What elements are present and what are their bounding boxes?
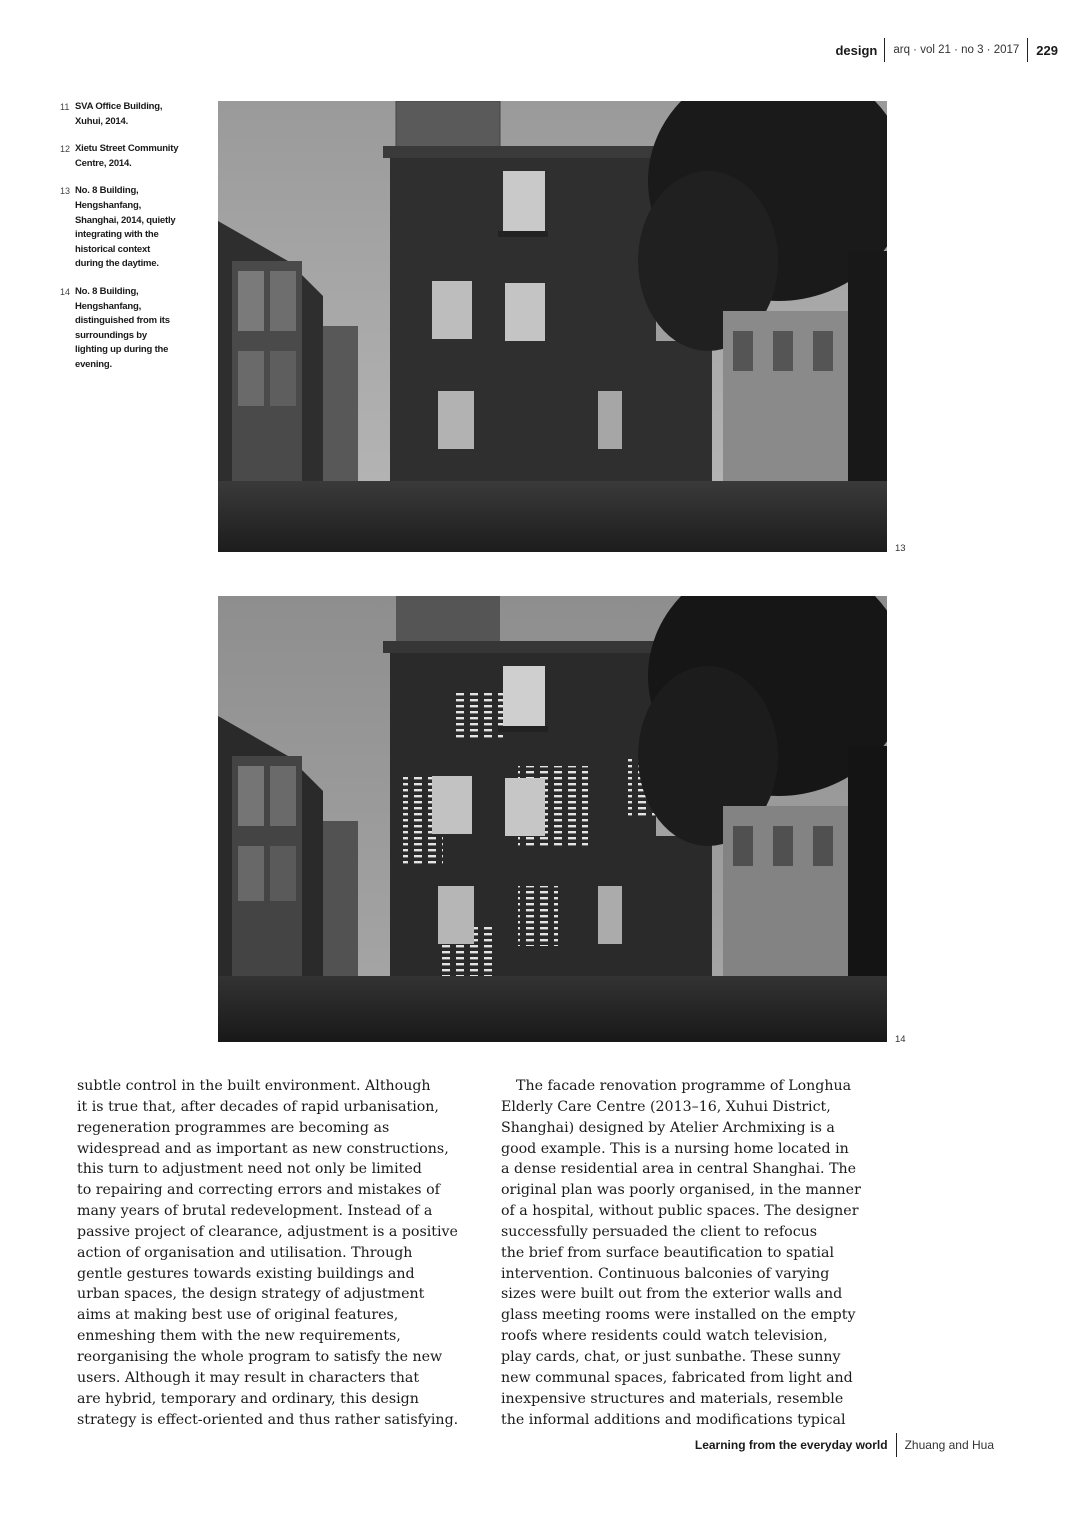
building-evening-illustration bbox=[218, 596, 887, 1042]
text-line: good example. This is a nursing home located in bbox=[501, 1140, 849, 1157]
body-column-left bbox=[77, 1076, 469, 1430]
caption-text: Xietu Street Community Centre, 2014. bbox=[75, 143, 179, 169]
text-line: it is true that, after decades of rapid urbanisation, bbox=[77, 1098, 439, 1115]
text-line: gentle gestures towards existing buildings and bbox=[77, 1265, 415, 1282]
text-line: of a hospital, without public spaces. The designer bbox=[501, 1203, 859, 1220]
figure-14-photo bbox=[218, 596, 887, 1042]
figure-13-number: 13 bbox=[895, 543, 906, 554]
text-line: the brief from surface beautification to spatial bbox=[501, 1244, 835, 1261]
text-line: the informal additions and modifications typical bbox=[501, 1411, 846, 1428]
text-line: The facade renovation programme of Longhua bbox=[516, 1078, 852, 1094]
article-authors: Zhuang and Hua bbox=[904, 1438, 994, 1452]
paragraph bbox=[77, 1076, 469, 1430]
caption-text: SVA Office Building, Xuhui, 2014. bbox=[75, 101, 163, 127]
running-header bbox=[835, 38, 1058, 62]
text-line: inexpensive structures and materials, resemble bbox=[501, 1390, 844, 1407]
caption-text: No. 8 Building, Hengshanfang, Shanghai, 2014, quietly integrating with the historical context during the daytime. bbox=[75, 185, 176, 270]
caption-text: No. 8 Building, Hengshanfang, distinguished from its surroundings by lighting up during the evening. bbox=[75, 285, 170, 370]
caption-list bbox=[60, 100, 180, 386]
text-line: enmeshing them with the new requirements, bbox=[77, 1328, 401, 1345]
text-line: play cards, chat, or just sunbathe. These sunny bbox=[501, 1348, 841, 1365]
text-line: successfully persuaded the client to refocus bbox=[501, 1223, 818, 1240]
caption-item bbox=[60, 100, 180, 129]
text-line: roofs where residents could watch television, bbox=[501, 1328, 828, 1345]
text-line: widespread and as important as new constructions, bbox=[77, 1140, 449, 1157]
text-line: intervention. Continuous balconies of varying bbox=[501, 1265, 830, 1282]
caption-item bbox=[60, 142, 180, 171]
text-line: this turn to adjustment need not only be limited bbox=[77, 1161, 422, 1178]
figure-13-photo bbox=[218, 101, 887, 552]
page-number: 229 bbox=[1036, 42, 1058, 58]
text-line: reorganising the whole program to satisfy the new bbox=[77, 1348, 443, 1365]
building-day-illustration bbox=[218, 101, 887, 552]
caption-number: 11 bbox=[60, 102, 70, 112]
text-line: passive project of clearance, adjustment is a positive bbox=[77, 1223, 458, 1240]
text-line: Elderly Care Centre (2013–16, Xuhui District, bbox=[501, 1098, 831, 1115]
journal-meta: arq · vol 21 · no 3 · 2017 bbox=[893, 44, 1020, 56]
text-line: new communal spaces, fabricated from light and bbox=[501, 1369, 853, 1386]
text-line: to repairing and correcting errors and mistakes of bbox=[77, 1182, 440, 1199]
text-line: Shanghai) designed by Atelier Archmixing is a bbox=[501, 1119, 835, 1136]
body-column-right bbox=[501, 1076, 893, 1430]
caption-number: 13 bbox=[60, 186, 71, 197]
paragraph bbox=[501, 1076, 893, 1430]
text-line: many years of brutal redevelopment. Instead of a bbox=[77, 1203, 433, 1220]
caption-number: 12 bbox=[60, 144, 71, 155]
text-line: regeneration programmes are becoming as bbox=[77, 1119, 390, 1136]
caption-number: 14 bbox=[60, 286, 71, 297]
text-line: strategy is effect-oriented and thus rather satisfying. bbox=[77, 1411, 459, 1428]
text-line: users. Although it may result in characters that bbox=[77, 1369, 420, 1386]
article-title: Learning from the everyday world bbox=[694, 1438, 888, 1452]
text-line: urban spaces, the design strategy of adjustment bbox=[77, 1286, 425, 1303]
text-line: glass meeting rooms were installed on the empty bbox=[501, 1307, 856, 1324]
text-line: original plan was poorly organised, in the manner bbox=[501, 1182, 861, 1199]
section-label: design bbox=[835, 42, 878, 58]
text-line: sizes were built out from the exterior walls and bbox=[501, 1286, 843, 1303]
text-line: a dense residential area in central Shanghai. The bbox=[501, 1161, 857, 1178]
caption-item bbox=[60, 184, 180, 272]
figure-14-number: 14 bbox=[895, 1034, 906, 1045]
text-line: subtle control in the built environment. Although bbox=[77, 1078, 431, 1094]
text-line: are hybrid, temporary and ordinary, this design bbox=[77, 1390, 419, 1407]
text-line: aims at making best use of original features, bbox=[77, 1307, 399, 1324]
caption-item bbox=[60, 285, 180, 373]
running-footer bbox=[695, 1433, 994, 1457]
text-line: action of organisation and utilisation. Through bbox=[77, 1244, 413, 1261]
